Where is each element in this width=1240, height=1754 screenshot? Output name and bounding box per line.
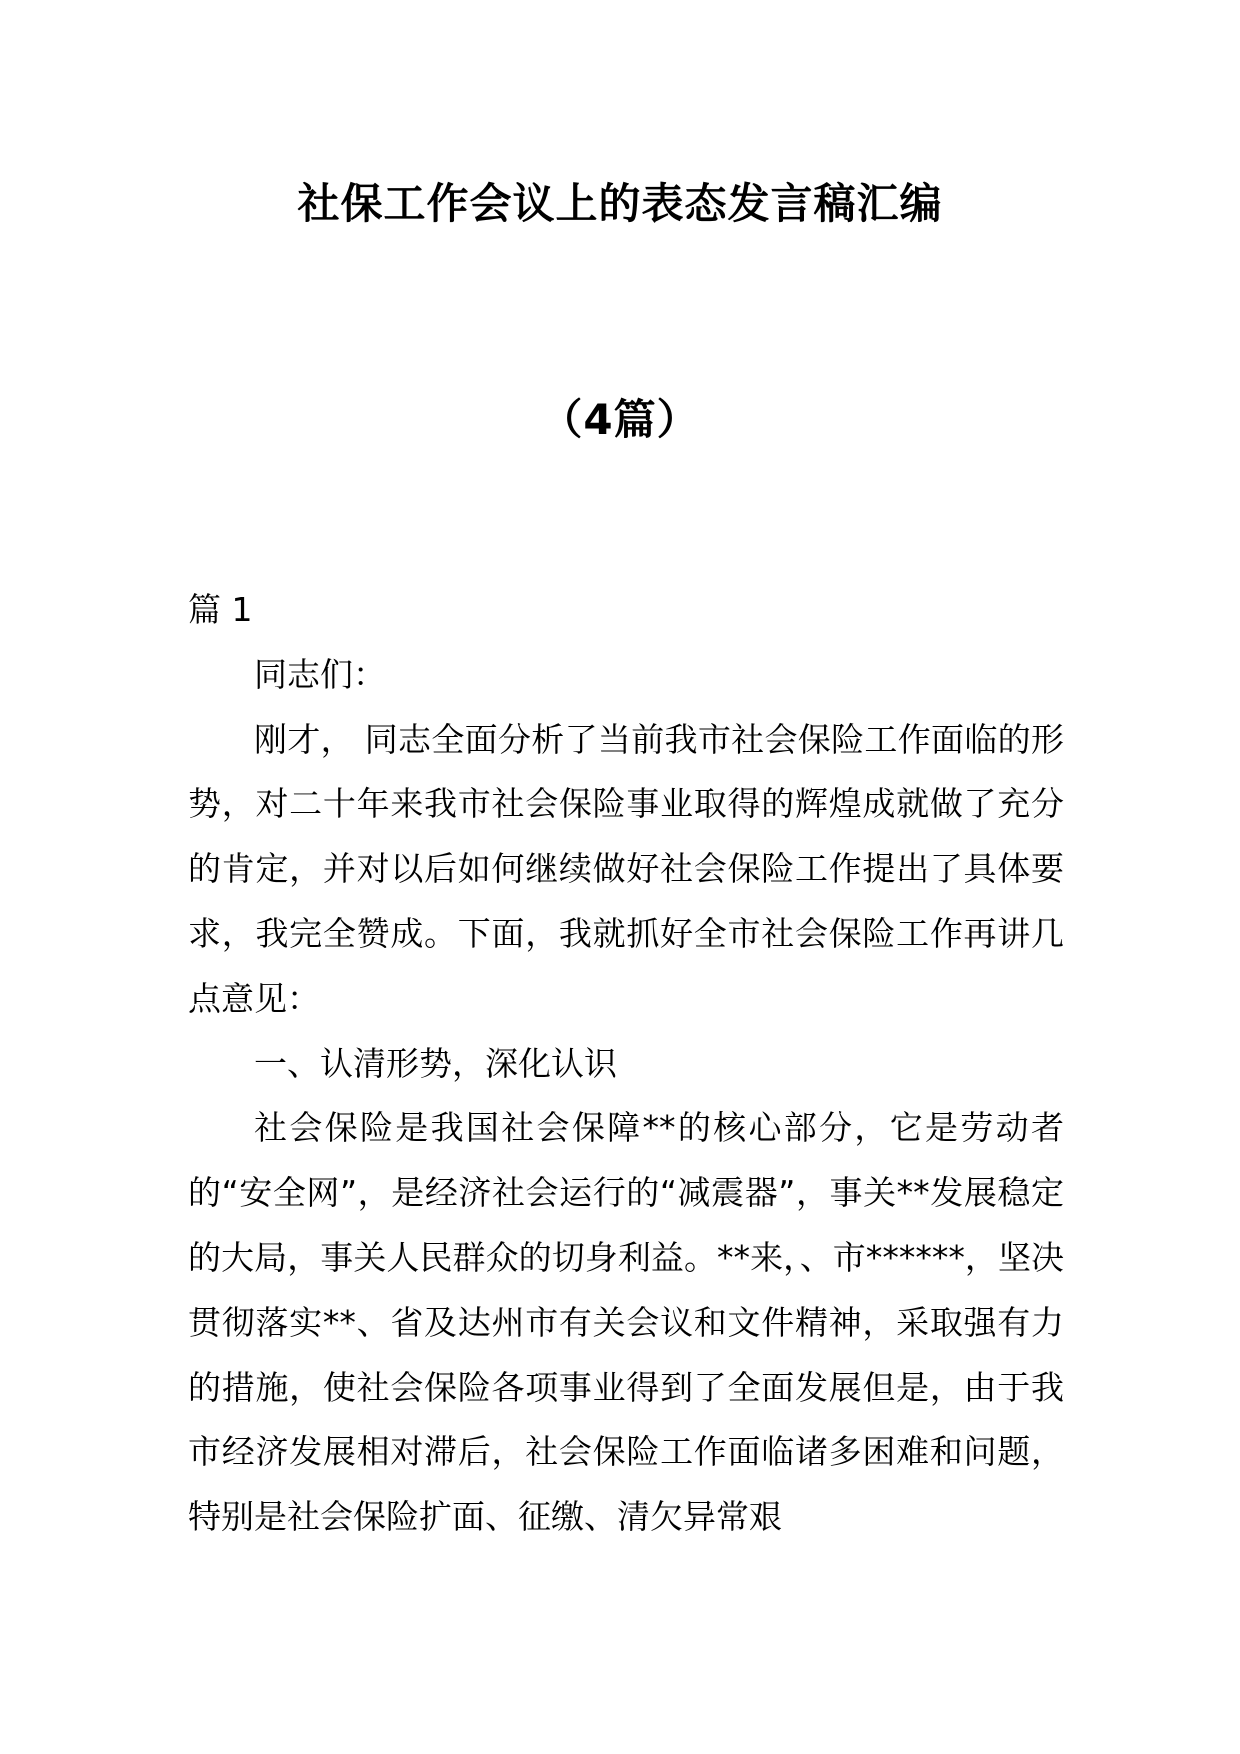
document-subtitle: （4篇） [540, 395, 700, 444]
paragraph-intro: 刚才， 同志全面分析了当前我市社会保险工作面临的形势，对二十年来我市社会保险事业取得的辉煌成就做了充分的肯定，并对以后如何继续做好社会保险工作提出了具体要求，我完全赞成。下面，我就抓好全市社会保险工作再讲几点意见： [188, 719, 1064, 1018]
document-title: 社保工作会议上的表态发言稿汇编 [297, 179, 943, 228]
section-heading: 一、认清形势，深化认识 [254, 1043, 617, 1083]
paragraph-body: 社会保险是我国社会保障**的核心部分，它是劳动者的“安全网”，是经济社会运行的“减震器”，事关**发展稳定的大局，事关人民群众的切身利益。**来，、市******，坚决贯彻落实**、省及达州市有关会议和文件精神，采取强有力的措施，使社会保险各项事业得到了全面发展但是，由于我市经济发展相对滞后，社会保险工作面临诸多困难和问题，特别是社会保险扩面、征缴、清欠异常艰 [188, 1108, 1064, 1537]
salutation: 同志们： [254, 654, 386, 694]
document-body [188, 578, 1064, 1550]
section-label: 篇 1 [188, 590, 253, 629]
